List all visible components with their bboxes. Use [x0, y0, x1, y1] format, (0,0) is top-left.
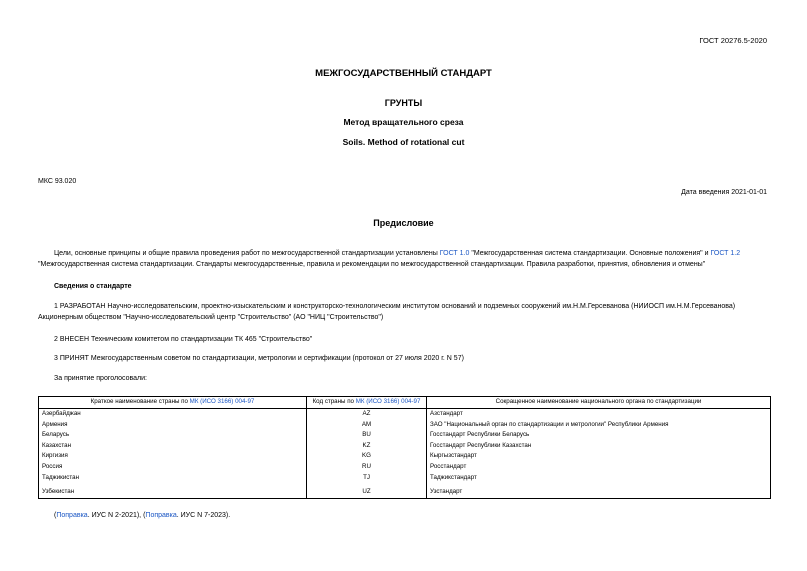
- voting-countries-table: [38, 396, 771, 499]
- table-row: [39, 409, 771, 420]
- country-code-cell: AM: [307, 420, 427, 431]
- table-row: [39, 451, 771, 462]
- country-name-header: [39, 397, 307, 409]
- preface-text-3: "Межгосударственная система стандартизации. Стандарты межгосударственные, правила и рекомендации по межгосударственной стандартизации. Правила разработки, принятия, обновления и отмены": [38, 261, 706, 268]
- country-name-cell: Армения: [39, 420, 307, 431]
- table-row: [39, 441, 771, 452]
- document-code: ГОСТ 20276.5-2020: [699, 36, 767, 45]
- country-code-cell: BU: [307, 430, 427, 441]
- country-name-cell: Россия: [39, 462, 307, 473]
- country-code-cell: KZ: [307, 441, 427, 452]
- table-row: [39, 420, 771, 431]
- amendment-link[interactable]: Поправка: [145, 512, 177, 519]
- country-code-cell: TJ: [307, 473, 427, 484]
- standards-body-cell: Азстандарт: [427, 409, 771, 420]
- preface-text-1: Цели, основные принципы и общие правила проведения работ по межгосударственной стандартизации установлены: [54, 250, 440, 257]
- table-row: [39, 462, 771, 473]
- subject-title: ГРУНТЫ: [384, 98, 423, 108]
- introduced-by-paragraph: 2 ВНЕСЕН Техническим комитетом по стандартизации ТК 465 "Строительство": [54, 336, 313, 343]
- preface-paragraph: [38, 248, 768, 270]
- standards-body-cell: Госстандарт Республики Беларусь: [427, 430, 771, 441]
- table-header-row: [39, 397, 771, 409]
- country-name-header-text: Краткое наименование страны по: [90, 398, 190, 405]
- preface-text-2: "Межгосударственная система стандартизации. Основные положения" и: [469, 250, 711, 257]
- country-code-cell: KG: [307, 451, 427, 462]
- country-name-cell: Киргизия: [39, 451, 307, 462]
- amendments-note: [54, 512, 230, 519]
- mk-iso-link[interactable]: МК (ИСО 3166) 004-97: [189, 398, 255, 405]
- standards-body-cell: Узстандарт: [427, 483, 771, 498]
- voted-for-paragraph: За принятие проголосовали:: [54, 375, 147, 382]
- country-code-header-text: Код страны по: [312, 398, 356, 405]
- country-code-header: [307, 397, 427, 409]
- table-row: [39, 483, 771, 498]
- standards-body-cell: Росстандарт: [427, 462, 771, 473]
- gost-1-0-link[interactable]: ГОСТ 1.0: [439, 250, 470, 257]
- country-code-cell: RU: [307, 462, 427, 473]
- country-code-cell: UZ: [307, 483, 427, 498]
- amendment-link[interactable]: Поправка: [56, 512, 88, 519]
- table-row: [39, 430, 771, 441]
- country-name-cell: Беларусь: [39, 430, 307, 441]
- standard-type-title: МЕЖГОСУДАРСТВЕННЫЙ СТАНДАРТ: [315, 68, 492, 79]
- mks-code: МКС 93.020: [38, 178, 77, 185]
- standards-body-header: Сокращенное наименование национального органа по стандартизации: [427, 397, 771, 409]
- amendments-text-2: . ИУС N 7-2023).: [176, 512, 231, 519]
- mk-iso-link[interactable]: МК (ИСО 3166) 004-97: [355, 398, 421, 405]
- preface-heading: Предисловие: [373, 218, 434, 228]
- amendments-text-1: . ИУС N 2-2021), (: [87, 512, 146, 519]
- adopted-by-paragraph: 3 ПРИНЯТ Межгосударственным советом по стандартизации, метрологии и сертификации (протокол от 27 июля 2020 г. N 57): [54, 355, 464, 362]
- method-title-en: Soils. Method of rotational cut: [342, 137, 465, 147]
- standards-body-cell: ЗАО "Национальный орган по стандартизации и метрологии" Республики Армения: [427, 420, 771, 431]
- developed-by-paragraph: 1 РАЗРАБОТАН Научно-исследовательским, проектно-изыскательским и конструкторско-технологическим институтом оснований и подземных сооружений им.Н.М.Герсеванова (НИИОСП им.Н.М.Герсеванова) Акционерным обществом "Научно-исследовательский центр "Строительство" (АО "НИЦ "Строительство"): [38, 303, 736, 321]
- country-name-cell: Таджикистан: [39, 473, 307, 484]
- standards-body-cell: Госстандарт Республики Казахстан: [427, 441, 771, 452]
- table-row: [39, 473, 771, 484]
- standards-body-cell: Кыргызстандарт: [427, 451, 771, 462]
- amendments-open: (: [54, 512, 57, 519]
- standards-body-cell: Таджикстандарт: [427, 473, 771, 484]
- country-name-cell: Азербайджан: [39, 409, 307, 420]
- gost-1-2-link[interactable]: ГОСТ 1.2: [710, 250, 741, 257]
- country-name-cell: Узбекистан: [39, 483, 307, 498]
- standard-info-heading: Сведения о стандарте: [54, 283, 132, 290]
- country-name-cell: Казахстан: [39, 441, 307, 452]
- method-title-ru: Метод вращательного среза: [343, 117, 464, 127]
- country-code-cell: AZ: [307, 409, 427, 420]
- introduction-date: Дата введения 2021-01-01: [681, 189, 767, 196]
